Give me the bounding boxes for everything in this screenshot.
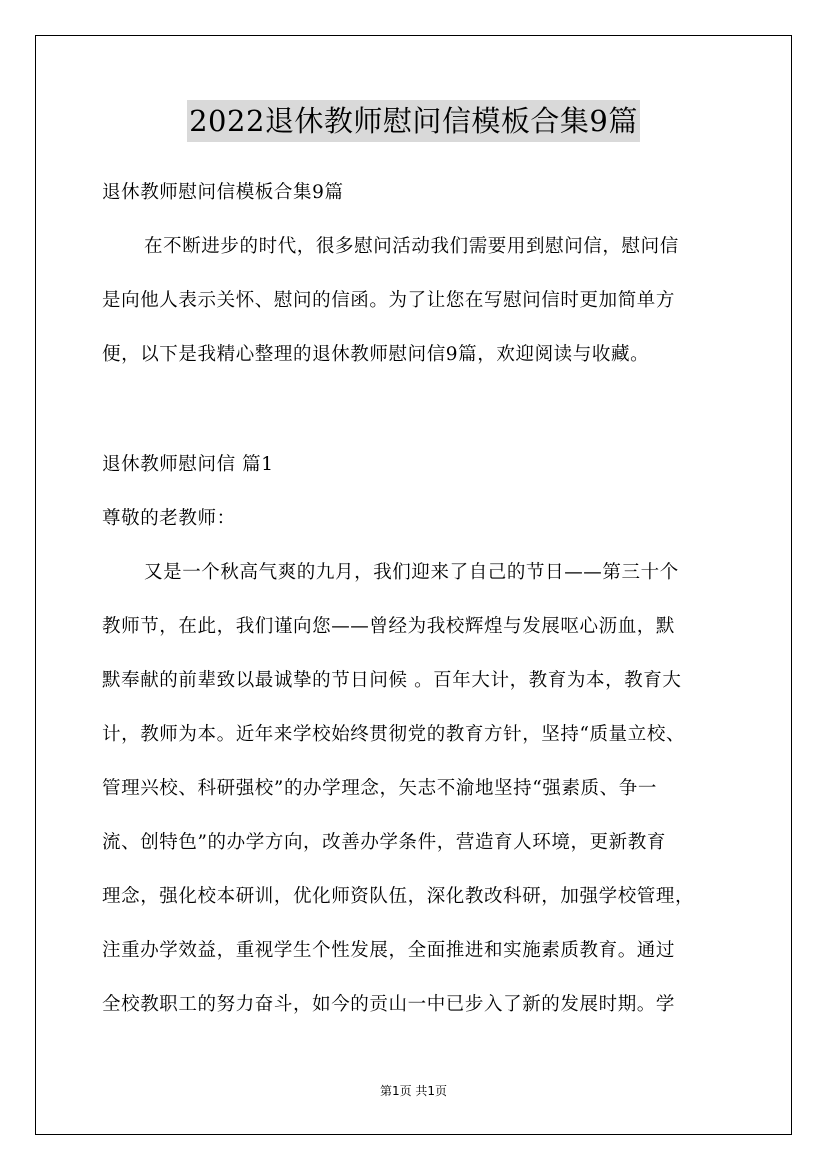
body-line-4: 计，教师为本。近年来学校始终贯彻党的教育方针，坚持“质量立校、 [102,724,686,745]
body-line-3: 默奉献的前辈致以最诚挚的节日问候 。百年大计，教育为本，教育大 [102,670,682,691]
intro-line-2: 是向他人表示关怀、慰问的信函。为了让您在写慰问信时更加简单方 [102,290,676,311]
body-line-6: 流、创特色”的办学方向，改善办学条件，营造育人环境，更新教育 [102,832,666,853]
page-number-footer: 第1页 共1页 [379,1084,448,1098]
section-heading: 退休教师慰问信 篇1 [102,454,274,475]
intro-line-1: 在不断进步的时代，很多慰问活动我们需要用到慰问信，慰问信 [144,236,679,257]
salutation: 尊敬的老教师： [102,508,236,529]
document-subtitle: 退休教师慰问信模板合集9篇 [102,182,344,203]
body-line-1: 又是一个秋高气爽的九月，我们迎来了自己的节日——第三十个 [144,562,679,583]
body-line-8: 注重办学效益，重视学生个性发展，全面推进和实施素质教育。通过 [102,940,676,961]
title-container [0,100,827,142]
body-line-5: 管理兴校、科研强校”的办学理念，矢志不渝地坚持“强素质、争一 [102,778,657,799]
intro-line-3: 便，以下是我精心整理的退休教师慰问信9篇，欢迎阅读与收藏。 [102,344,650,365]
body-line-2: 教师节，在此，我们谨向您——曾经为我校辉煌与发展呕心沥血，默 [102,616,676,637]
document-title: 2022退休教师慰问信模板合集9篇 [187,100,640,142]
body-line-7: 理念，强化校本研训，优化师资队伍，深化教改科研，加强学校管理， [102,886,695,907]
body-line-9: 全校教职工的努力奋斗，如今的贡山一中已步入了新的发展时期。学 [102,994,676,1015]
